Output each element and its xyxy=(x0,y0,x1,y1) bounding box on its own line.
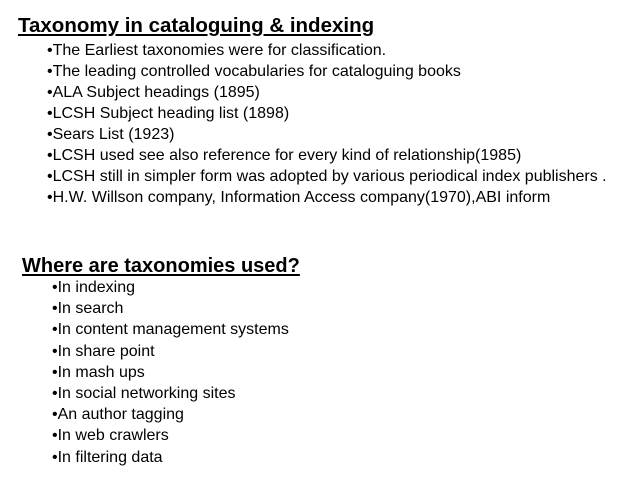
list-item: •Sears List (1923) xyxy=(47,126,175,143)
list-item: •LCSH still in simpler form was adopted by various periodical index publishers . xyxy=(47,168,607,185)
list-item: •The leading controlled vocabularies for cataloguing books xyxy=(47,63,461,80)
list-item: •The Earliest taxonomies were for classification. xyxy=(47,42,387,59)
list-item: •LCSH Subject heading list (1898) xyxy=(47,105,290,122)
list-item: •In filtering data xyxy=(52,448,163,466)
list-item: •In indexing xyxy=(52,279,135,296)
list-item: •In web crawlers xyxy=(52,427,169,445)
list-item: •In share point xyxy=(52,342,155,360)
list-item: •In search xyxy=(52,300,124,318)
cataloguing-bullet-list xyxy=(47,40,607,208)
list-item: •An author tagging xyxy=(52,406,184,424)
list-item: •In content management systems xyxy=(52,321,289,339)
section-heading-taxonomy-cataloguing: Taxonomy in cataloguing & indexing xyxy=(18,14,375,37)
list-item: •LCSH used see also reference for every kind of relationship(1985) xyxy=(47,147,522,164)
usage-bullet-list xyxy=(52,277,289,468)
section-heading-where-used: Where are taxonomies used? xyxy=(22,255,300,277)
list-item: •H.W. Willson company, Information Access company(1970),ABI inform xyxy=(47,189,551,206)
list-item: •ALA Subject headings (1895) xyxy=(47,84,260,101)
list-item: •In social networking sites xyxy=(52,385,236,403)
list-item: •In mash ups xyxy=(52,363,145,381)
